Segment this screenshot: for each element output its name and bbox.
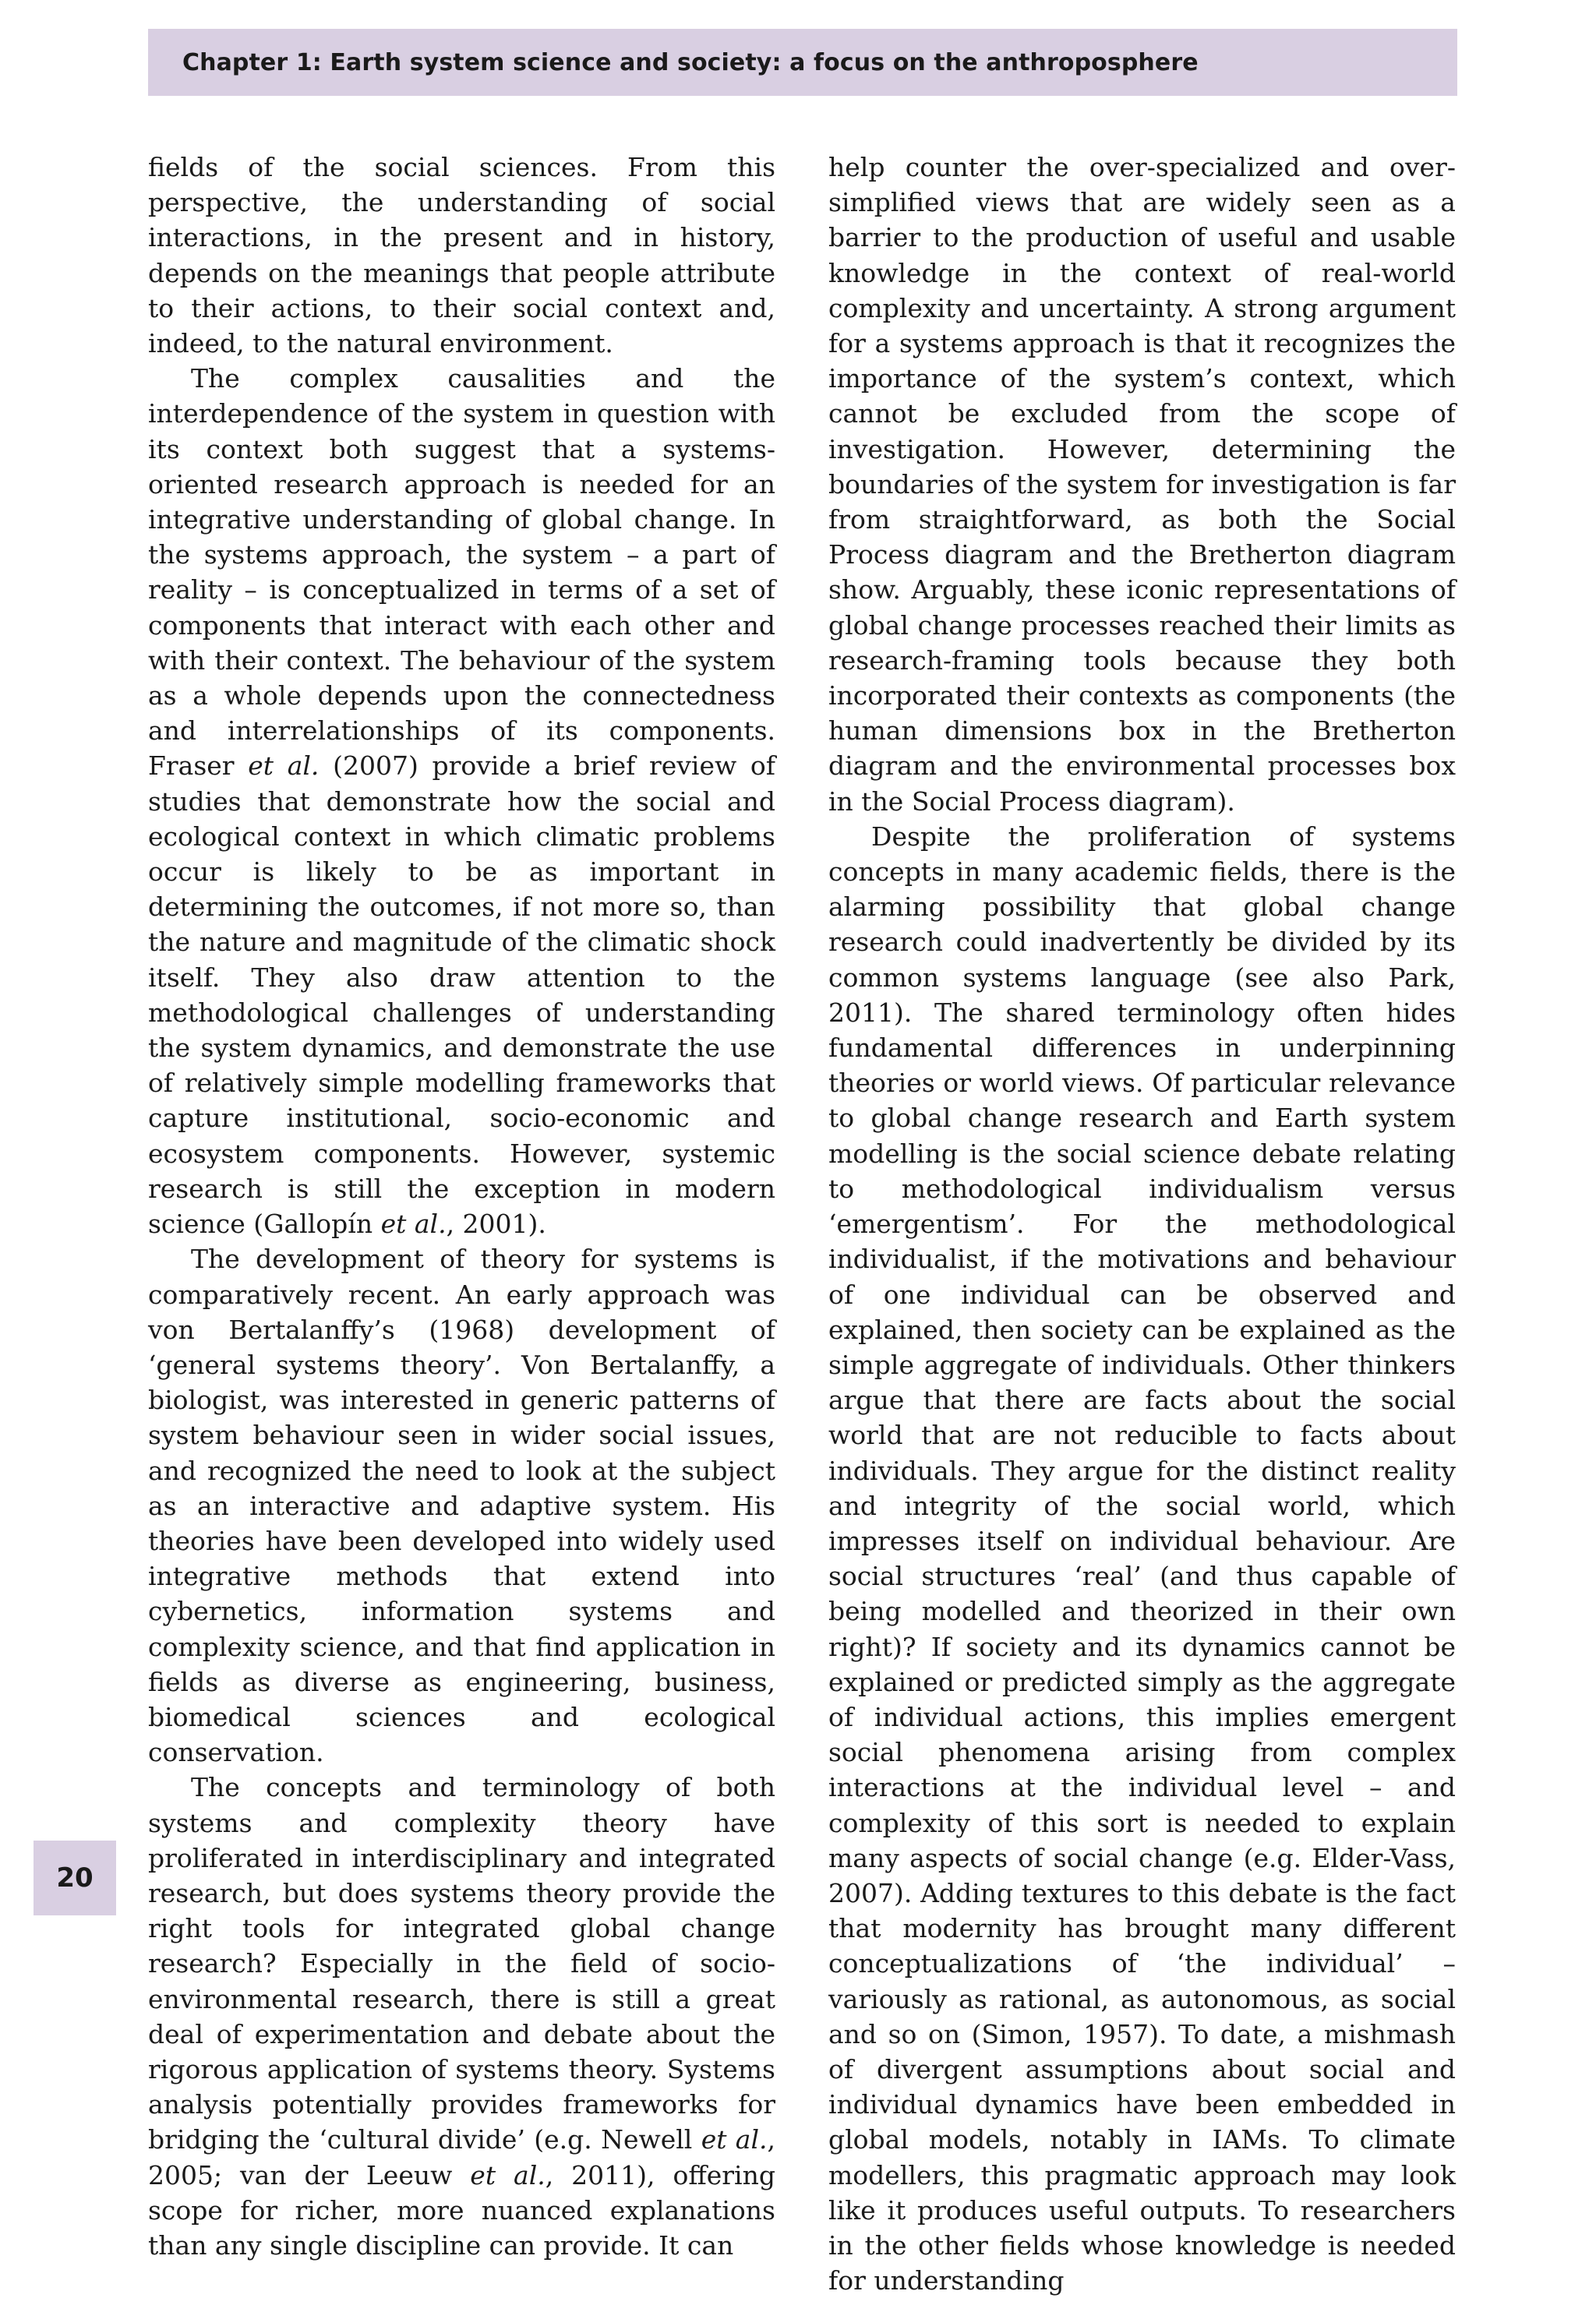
paragraph — [148, 150, 775, 361]
paragraph-text: Despite the proliferation of systems concepts in many academic fields, there is the alarming possibility that global change research could inadvertently be divided by its common systems language (see also Park, 2011). The shared terminology often hides fundamental differences in underpinning theories or world views. Of particular relevance to global change research and Earth system modelling is the social science debate relating to methodological individualism versus ‘emergentism’. For the methodological individualist, if the motivations and behaviour of one individual can be observed and explained, then society can be explained as the simple aggregate of individuals. Other thinkers argue that there are facts about the social world that are not reducible to facts about individuals. They argue for the distinct reality and integrity of the social world, which impresses itself on individual behaviour. Are social structures ‘real’ (and thus capable of being modelled and theorized in their own right)? If society and its dynamics cannot be explained or predicted simply as the aggregate of individual actions, this implies emergent social phenomena arising from complex interactions at the individual level – and complexity of this sort is needed to explain many aspects of social change (e.g. Elder-Vass, 2007). Adding textures to this debate is the fact that modernity has brought many different conceptualizations of ‘the individual’ – variously as rational, as autonomous, as social and so on (Simon, 1957). To date, a mishmash of divergent assumptions about social and individual dynamics have been embedded in global models, notably in IAMs. To climate modellers, this pragmatic approach may look like it produces useful outputs. To researchers in the other fields whose knowledge is needed for understanding — [828, 821, 1456, 2296]
paragraph-text: , 2001). — [446, 1209, 546, 1240]
paragraph-text: The concepts and terminology of both systems and complexity theory have proliferated in interdisciplinary and integrated research, but does systems theory provide the right tools for integrated global change research? Especially in the field of socio-environmental research, there is still a great deal of experimentation and debate about the rigorous application of systems theory. Systems analysis potentially provides frameworks for bridging the ‘cultural divide’ (e.g. Newell — [148, 1772, 775, 2155]
paragraph — [148, 1770, 775, 2263]
paragraph-text: The development of theory for systems is comparatively recent. An early approach was von Bertalanffy’s (1968) development of ‘general systems theory’. Von Bertalanffy, a biologist, was interested in generic patterns of system behaviour seen in wider social issues, and recognized the need to look at the subject as an interactive and adaptive system. His theories have been developed into widely used integrative methods that extend into cybernetics, information systems and complexity science, and that find application in fields as diverse as engineering, business, biomedical sciences and ecological conservation. — [148, 1244, 775, 1768]
right-text-column — [828, 150, 1456, 2298]
chapter-header-bar — [148, 29, 1457, 96]
page-number-tab — [34, 1841, 116, 1915]
paragraph-text: (2007) provide a brief review of studies that demonstrate how the social and ecological context in which climatic problems occur is likely to be as important in determining the outcomes, if not more so, than the nature and magnitude of the climatic shock itself. They also draw attention to the methodological challenges of understanding the system dynamics, and demonstrate the use of relatively simple modelling frameworks that capture institutional, socio-economic and ecosystem components. However, systemic research is still the exception in modern science (Gallopín — [148, 750, 775, 1240]
chapter-title: Chapter 1: Earth system science and society: a focus on the anthroposphere — [182, 48, 1199, 76]
paragraph-text: help counter the over-specialized and over-simplified views that are widely seen as a barrier to the production of useful and usable knowledge in the context of real-world complexity and uncertainty. A strong argument for a systems approach is that it recognizes the importance of the system’s context, which cannot be excluded from the scope of investigation. However, determining the boundaries of the system for investigation is far from straightforward, as both the Social Process diagram and the Bretherton diagram show. Arguably, these iconic representations of global change processes reached their limits as research-framing tools because they both incorporated their contexts as components (the human dimensions box in the Bretherton diagram and the environmental processes box in the Social Process diagram). — [828, 152, 1456, 817]
paragraph — [828, 150, 1456, 819]
paragraph — [828, 819, 1456, 2298]
paragraph-text: The complex causalities and the interdependence of the system in question with its context both suggest that a systems-oriented research approach is needed for an integrative understanding of global change. In the systems approach, the system – a part of reality – is conceptualized in terms of a set of components that interact with each other and with their context. The behaviour of the system as a whole depends upon the connectedness and interrelationships of its components. Fraser — [148, 363, 775, 782]
paragraph — [148, 361, 775, 1241]
paragraph-text: , 2011), offering scope for richer, more nuanced explanations than any single discipline can provide. It can — [148, 2159, 775, 2261]
page-number: 20 — [56, 1862, 94, 1894]
citation-etal: et al. — [701, 2124, 768, 2155]
left-text-column — [148, 150, 775, 2263]
citation-etal: et al. — [248, 750, 320, 782]
citation-etal: et al. — [470, 2159, 546, 2190]
paragraph — [148, 1241, 775, 1770]
paragraph-text: fields of the social sciences. From this perspective, the understanding of social interactions, in the present and in history, depends on the meanings that people attribute to their actions, to their social context and, indeed, to the natural environment. — [148, 152, 775, 359]
citation-etal: et al. — [380, 1209, 447, 1240]
paragraph-text: , 2005; van der Leeuw — [148, 2124, 776, 2190]
